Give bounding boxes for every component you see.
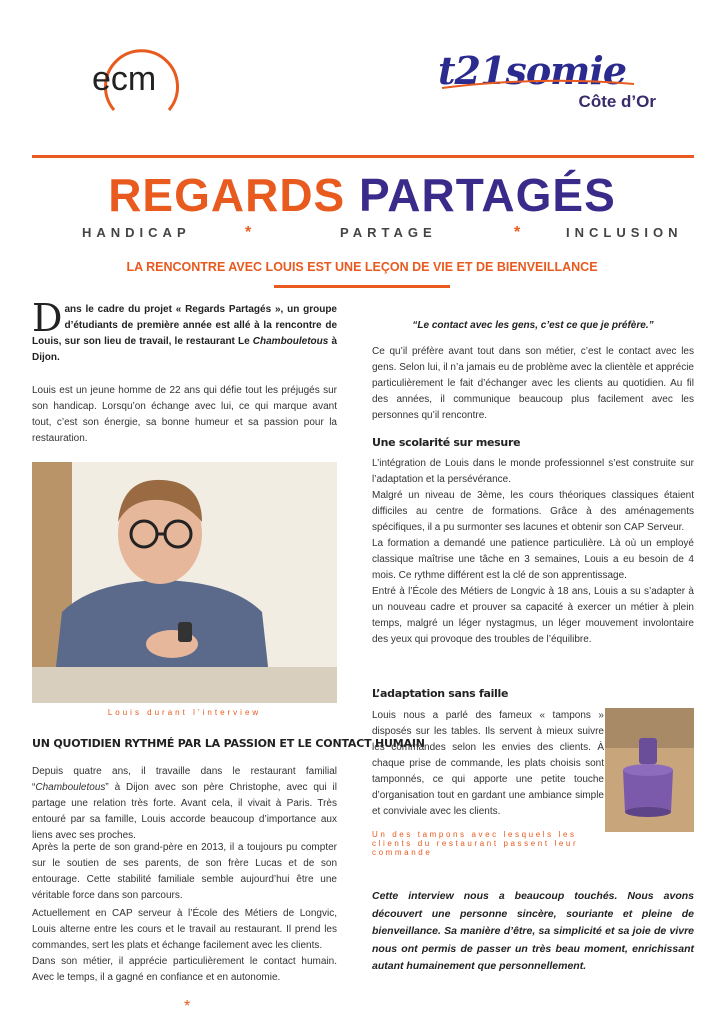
trisomie-logo <box>438 48 678 120</box>
section-heading-quotidien: UN QUOTIDIEN RYTHMÉ PAR LA PASSION ET LE CONTACT HUMAIN <box>32 737 425 750</box>
tagline-inclusion: INCLUSION <box>566 225 683 240</box>
ecm-logo-text: ecm <box>92 60 157 98</box>
page-title <box>0 168 724 222</box>
tagline-separator: * <box>245 224 252 241</box>
tagline-partage: PARTAGE <box>340 225 437 240</box>
paragraph-scolarite: L’intégration de Louis dans le monde professionnel s’est construite sur l’adaptation et la persévérance. Malgré un niveau de 3ème, les cours théoriques classiques étaient difficiles au centre de formations. Grâce à des aménagements spécifiques, il a pu surmonter ses lacunes et obtenir son CAP Serveur. La formation a demandé une patience particulière. Là où un employé classique maîtrise une tâche en 3 semaines, Louis a eu besoin de 4 mois. Ce rythme différent est la clé de son apprentissage. Entré à l’École des Métiers de Longvic à 18 ans, Louis a su s’adapter à un nouveau cadre et prouver sa capacité à exercer un métier à plein temps, malgré un léger nystagmus, un léger mouvement involontaire des yeux qui provoque des troubles de l’équilibre. <box>372 458 694 645</box>
conclusion-paragraph: Cette interview nous a beaucoup touchés. Nous avons découvert une personne sincère, souriante et pleine de bienveillance. Sa manière d’être, sa simplicité et sa joie de vivre nous ont permis de passer un très beau moment, enrichissant autant humainement que personnellement. <box>372 890 694 972</box>
drop-cap: D <box>32 296 63 340</box>
section-heading-scolarite: Une scolarité sur mesure <box>372 436 521 449</box>
title-part-regards: REGARDS <box>108 169 346 221</box>
title-part-partages: PARTAGÉS <box>359 169 616 221</box>
stamp-photo <box>605 708 694 832</box>
paragraph-cap-serveur: Actuellement en CAP serveur à l’École des Métiers de Longvic, Louis alterne entre les cours et le travail au restaurant. Il prend les commandes, sert les plats et échange facilement avec les clients. Dans son métier, il apprécie particulièrement le contact humain. Avec le temps, il a gagné en confiance et en autonomie. <box>32 908 337 983</box>
section-heading-adaptation: L’adaptation sans faille <box>372 687 509 700</box>
paragraph-family: Après la perte de son grand-père en 2013, il a toujours pu compter sur le soutien de ses parents, de son frère Lucas et de son entourage. Cette stabilité familiale semble aujourd’hui être une véritable force dans son parcours. <box>32 842 337 901</box>
louis-interview-photo <box>32 462 337 703</box>
tagline <box>0 225 724 243</box>
bottom-asterisk: * <box>184 998 191 1015</box>
header-divider <box>32 155 694 158</box>
paragraph-louis-intro: Louis est un jeune homme de 22 ans qui défie tout les préjugés sur son handicap. Lorsqu’on échange avec lui, ce qui marque avant tout, c’est son énergie, sa bonne humeur et sa passion pour la restauration. <box>32 385 337 444</box>
photo-caption: Louis durant l’interview <box>107 708 262 717</box>
article-subtitle: LA RENCONTRE AVEC LOUIS EST UNE LEÇON DE VIE ET DE BIENVEILLANCE <box>126 260 598 274</box>
stamp-photo-caption: Un des tampons avec lesquels les clients du restaurant passent leur commande <box>372 830 579 857</box>
paragraph-contact: Ce qu’il préfère avant tout dans son métier, c’est le contact avec les gens. Selon lui, il n’a jamais eu de problème avec la clientèle et apprécie particulièrement le fait d’échanger avec les clients au quotidien. Au fil des années, il communique beaucoup plus facilement avec les personnes qu’il rencontre. <box>372 346 694 421</box>
subtitle-divider <box>274 285 450 288</box>
pull-quote: “Le contact avec les gens, c’est ce que je préfère.” <box>412 320 654 331</box>
intro-paragraph: Dans le cadre du projet « Regards Partagés », un groupe d’étudiants de première année est allé à la rencontre de Louis, sur son lieu de travail, le restaurant Le Chambouletous à Dijon. <box>32 296 338 363</box>
tagline-handicap: HANDICAP <box>82 225 191 240</box>
trisomie-logo-subtitle: Côte d’Or <box>578 92 656 111</box>
trisomie-swoosh-icon <box>438 78 638 92</box>
paragraph-tampons: Louis nous a parlé des fameux « tampons » disposés sur les tables. Ils servent à mieux suivre les commandes selon les envies des clients. À chaque prise de commande, les plats choisis sont tamponnés, ce qui apporte une petite touche d’organisation tout en gardant une ambiance simple et conviviale avec les clients. <box>372 710 604 817</box>
ecm-logo <box>84 40 194 120</box>
trisomie-logo-text: t21somie <box>438 48 626 93</box>
paragraph-restaurant: Depuis quatre ans, il travaille dans le restaurant familial “Chambouletous” à Dijon avec son père Christophe, avec qui il partage une relation très forte. Avant cela, il vivait à Paris. Très entouré par sa famille, Louis accorde beaucoup d’importance aux liens avec ses proches. <box>32 766 337 841</box>
tagline-separator: * <box>514 224 521 241</box>
